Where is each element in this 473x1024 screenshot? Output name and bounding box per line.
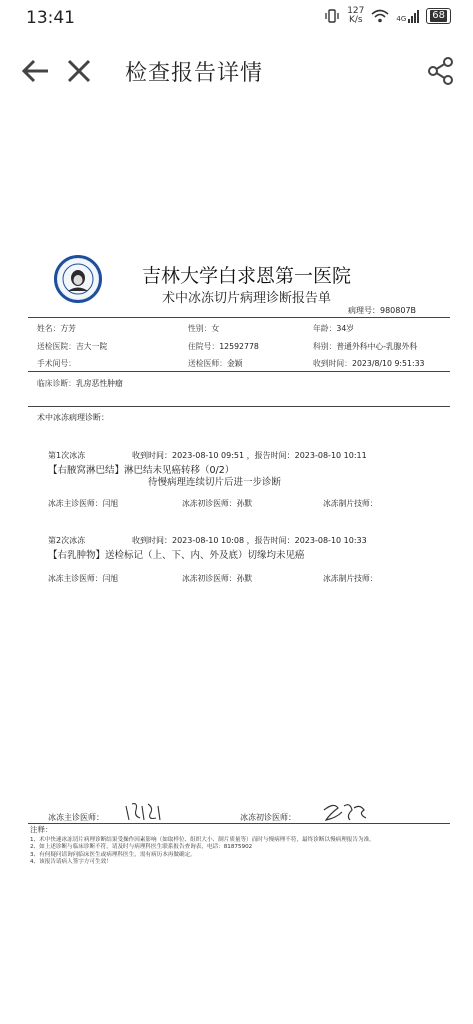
signature-initial-label: 冰冻初诊医师： xyxy=(240,813,296,822)
technician: 冰冻制片技师： xyxy=(323,574,378,583)
age-value: 34岁 xyxy=(336,324,355,333)
frozen-diagnosis-title: 术中冰冻病理诊断： xyxy=(37,413,109,422)
name-value: 方芳 xyxy=(60,324,76,333)
inpatient-number xyxy=(188,341,259,352)
status-icons xyxy=(324,7,451,25)
divider xyxy=(28,406,450,407)
frozen-section-2-header xyxy=(48,535,367,546)
network-type: 4G xyxy=(396,14,407,23)
name-label: 姓名： xyxy=(37,324,61,333)
frozen-section-1-header xyxy=(48,450,367,461)
frozen-section-times: 收到时间：2023-08-10 09:51 ，报告时间：2023-08-10 10:11 xyxy=(132,451,367,460)
clinical-diagnosis-value: 乳房恶性肿瘤 xyxy=(75,379,123,388)
page-title: 检查报告详情 xyxy=(125,61,264,86)
operating-room-label: 手术间号： xyxy=(37,359,76,368)
note-item: 3、有何疑问请询问临床医生或病理科医生，需有病历本再做确定。 xyxy=(30,851,196,858)
patient-gender xyxy=(188,323,219,334)
chief-doctor: 冰冻主诊医师：闫旭 xyxy=(48,499,119,508)
wifi-icon xyxy=(371,9,389,23)
battery-level: 68 xyxy=(432,10,445,21)
department-label: 科别： xyxy=(313,342,337,351)
network-speed xyxy=(347,7,364,25)
chief-doctor: 冰冻主诊医师：闫旭 xyxy=(48,574,119,583)
report-document xyxy=(0,250,473,890)
received-time-value: 2023/8/10 9:51:33 xyxy=(351,359,425,368)
sending-doctor-value: 金颖 xyxy=(226,359,243,368)
note-item: 1、术中快速冰冻切片病理诊断结果受操作因素影响（如取样位、组织大小、制片质量等）而时与慢病理不符，最终诊断以慢病理报告为准。 xyxy=(30,836,375,843)
divider xyxy=(28,371,450,372)
speed-unit: K/s xyxy=(348,15,363,25)
chief-doctor-signature xyxy=(120,798,168,824)
vibrate-icon xyxy=(324,9,340,23)
clinical-diagnosis xyxy=(37,378,123,389)
divider xyxy=(28,317,450,318)
department xyxy=(313,341,417,352)
department-value: 普通外科中心-乳腺外科 xyxy=(336,342,418,351)
report-title: 术中冰冻切片病理诊断报告单 xyxy=(161,291,331,306)
frozen-section-label: 第2次冰冻 xyxy=(48,536,86,545)
note-item: 4、该报告请病人签字方可生效！ xyxy=(30,859,112,866)
sending-hospital-value: 吉大一院 xyxy=(75,342,108,351)
pathology-number-label: 病理号： xyxy=(348,306,380,315)
initial-doctor-signature xyxy=(320,798,370,824)
inpatient-number-label: 住院号： xyxy=(188,342,220,351)
received-time xyxy=(313,358,425,369)
received-time-label: 收到时间： xyxy=(313,359,352,368)
inpatient-number-value: 12592778 xyxy=(219,342,259,351)
patient-name xyxy=(37,323,76,334)
share-icon[interactable] xyxy=(427,56,455,86)
notes-section xyxy=(30,826,375,867)
technician: 冰冻制片技师： xyxy=(323,499,378,508)
note-item: 2、如上述诊断与临床诊断不符，请及时与病理科医生联系报告查询表，电话：81875902 xyxy=(30,844,253,851)
divider xyxy=(28,823,450,824)
initial-doctor: 冰冻初诊医师：孙默 xyxy=(182,574,253,583)
frozen-section-2-diagnosis: 【右乳肿物】送检标记（上、下、内、外及底）切缘均未见癌 xyxy=(48,550,305,561)
operating-room xyxy=(37,358,76,369)
frozen-section-1-diagnosis: 【右腋窝淋巴结】淋巴结未见癌转移（0/2） xyxy=(48,465,235,476)
signature-chief-label: 冰冻主诊医师： xyxy=(48,813,104,822)
title-bar xyxy=(0,40,473,100)
frozen-section-label: 第1次冰冻 xyxy=(48,451,86,460)
patient-age xyxy=(313,323,354,334)
clinical-diagnosis-label: 临床诊断： xyxy=(37,379,76,388)
status-time: 13:41 xyxy=(26,8,75,28)
sending-doctor xyxy=(188,358,243,369)
hospital-name: 吉林大学白求恩第一医院 xyxy=(141,265,351,287)
gender-value: 女 xyxy=(211,324,220,333)
sending-hospital-label: 送检医院： xyxy=(37,342,76,351)
frozen-section-times: 收到时间：2023-08-10 10:08 ，报告时间：2023-08-10 10:33 xyxy=(132,536,367,545)
sending-doctor-label: 送检医师： xyxy=(188,359,227,368)
close-icon[interactable] xyxy=(64,56,94,86)
gender-label: 性别： xyxy=(188,324,212,333)
battery-icon xyxy=(426,8,451,24)
arrow-left-icon[interactable] xyxy=(20,56,52,86)
initial-doctor: 冰冻初诊医师：孙默 xyxy=(182,499,253,508)
frozen-section-1-diagnosis-note: 待慢病理连续切片后进一步诊断 xyxy=(148,477,282,488)
sending-hospital xyxy=(37,341,107,352)
notes-title: 注释： xyxy=(30,825,53,834)
pathology-number xyxy=(348,305,416,316)
status-bar xyxy=(0,0,473,36)
speed-value: 127 xyxy=(347,6,365,16)
age-label: 年龄： xyxy=(313,324,337,333)
pathology-number-value: 980807B xyxy=(380,306,417,315)
cell-signal-icon xyxy=(396,10,419,23)
